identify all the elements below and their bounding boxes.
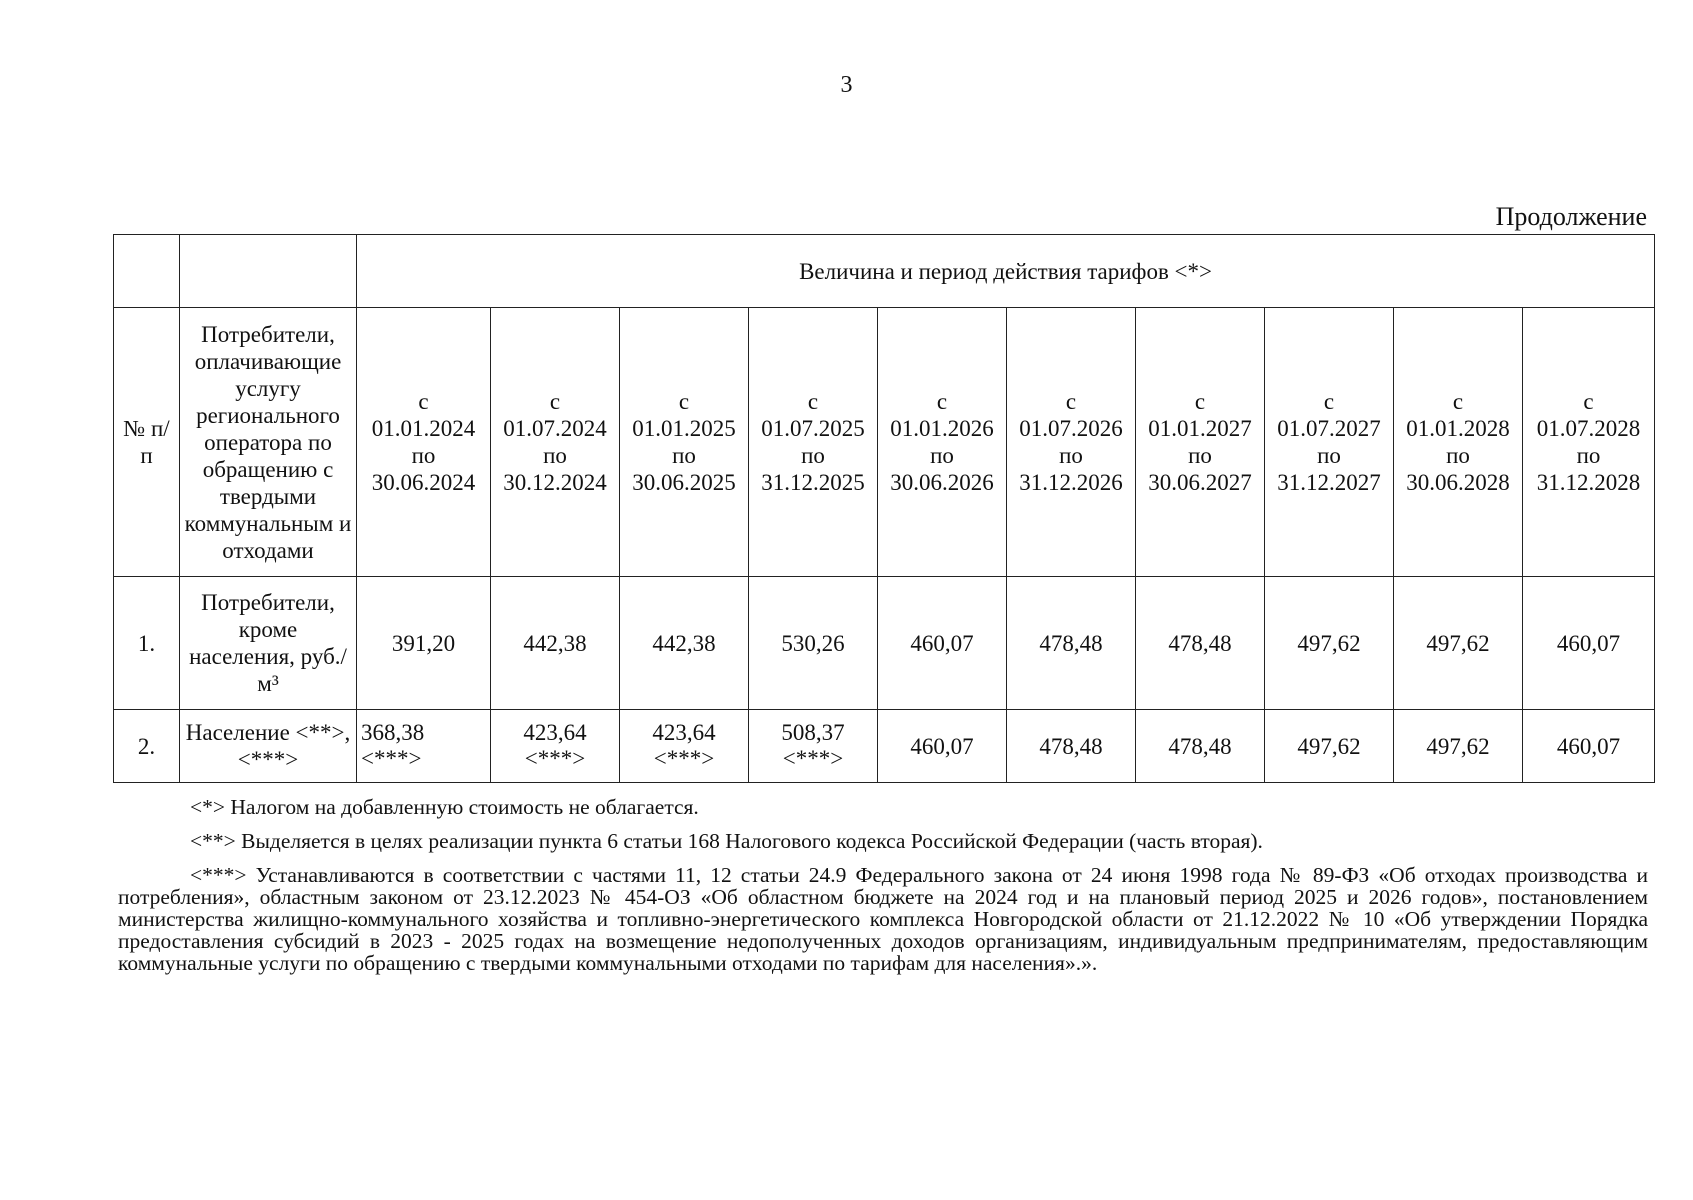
tariff-value: 497,62 — [1394, 710, 1523, 783]
period-end: 31.12.2025 — [761, 470, 865, 495]
table-subheader-row — [114, 308, 1655, 577]
tariff-value: 423,64 — [652, 720, 716, 745]
tariff-footnote-mark: <***> — [653, 746, 715, 771]
tariff-table — [113, 234, 1655, 783]
period-header — [1394, 308, 1523, 577]
period-header — [749, 308, 878, 577]
period-start: 01.07.2028 — [1536, 416, 1641, 441]
period-header — [491, 308, 620, 577]
tariff-value: 497,62 — [1265, 710, 1394, 783]
period-header — [1136, 308, 1265, 577]
period-to: по — [1317, 443, 1341, 468]
period-start: 01.01.2028 — [1406, 416, 1510, 441]
tariff-value-cell — [491, 710, 620, 783]
tariff-footnote-mark: <***> — [524, 746, 586, 771]
table-header-row — [114, 235, 1655, 308]
row-number: 2. — [114, 710, 180, 783]
tariff-value-cell — [357, 710, 491, 783]
header-main-cell: Величина и период действия тарифов <*> — [357, 235, 1655, 308]
period-header — [878, 308, 1007, 577]
period-to: по — [1576, 443, 1601, 468]
footnote-legal-basis: <***> Устанавливаются в соответствии с частями 11, 12 статьи 24.9 Федерального закона от 24 июня 1998 года № 89-ФЗ «Об отходах производства и потребления», областным законом от 23.12.2023 № 454-ОЗ «Об областном бюджете на 2024 год и на плановый период 2025 и 2026 годов», постановлением министерства жилищно-коммунального хозяйства и топливно-энергетического комплекса Новгородской области от 21.12.2022 № 10 «Об утверждении Порядка предоставления субсидий в 2023 - 2025 годах на возмещение недополученных доходов организациям, индивидуальным предпринимателям, предоставляющим коммунальные услуги по обращению с твердыми коммунальными отходами по тарифам для населения».». — [118, 863, 1648, 975]
period-from: с — [1323, 389, 1335, 414]
period-end: 30.06.2027 — [1148, 470, 1252, 495]
period-header — [1523, 308, 1655, 577]
period-header — [1265, 308, 1394, 577]
period-from: с — [1194, 389, 1206, 414]
col-number-header: № п/п — [114, 308, 180, 577]
tariff-value: 460,07 — [1523, 710, 1655, 783]
period-to: по — [930, 443, 954, 468]
period-end: 30.06.2025 — [632, 470, 736, 495]
tariff-value: 497,62 — [1265, 577, 1394, 710]
period-from: с — [418, 389, 429, 414]
period-start: 01.07.2027 — [1277, 416, 1381, 441]
period-start: 01.01.2025 — [632, 416, 736, 441]
tariff-value: 391,20 — [357, 577, 491, 710]
period-to: по — [1188, 443, 1212, 468]
tariff-value: 442,38 — [620, 577, 749, 710]
tariff-footnote-mark: <***> — [782, 746, 844, 771]
period-end: 30.06.2028 — [1406, 470, 1510, 495]
tariff-value: 368,38 — [361, 720, 425, 745]
period-from: с — [807, 389, 819, 414]
period-to: по — [543, 443, 567, 468]
tariff-value: 460,07 — [1523, 577, 1655, 710]
period-from: с — [1065, 389, 1077, 414]
period-header — [1007, 308, 1136, 577]
tariff-value: 478,48 — [1136, 710, 1265, 783]
tariff-value: 460,07 — [878, 577, 1007, 710]
period-end: 31.12.2026 — [1019, 470, 1123, 495]
table-row — [114, 577, 1655, 710]
period-end: 30.06.2024 — [371, 470, 476, 495]
col-consumers-header: Потребители, оплачивающие услугу регионального оператора по обращению с твердыми коммунальным и отходами — [180, 308, 357, 577]
period-to: по — [1446, 443, 1470, 468]
tariff-value: 442,38 — [491, 577, 620, 710]
period-to: по — [801, 443, 825, 468]
tariff-value-cell — [749, 710, 878, 783]
row-label: Потребители, кроме населения, руб./м³ — [180, 577, 357, 710]
tariff-value: 460,07 — [878, 710, 1007, 783]
page-number: 3 — [840, 72, 853, 98]
footnote-vat: <*> Налогом на добавленную стоимость не облагается. — [190, 795, 699, 819]
period-from: с — [1452, 389, 1464, 414]
period-start: 01.07.2024 — [503, 416, 607, 441]
period-from: с — [678, 389, 690, 414]
tariff-value-cell — [620, 710, 749, 783]
header-empty-cell — [114, 235, 180, 308]
tariff-footnote-mark: <***> — [361, 746, 422, 771]
period-from: с — [936, 389, 948, 414]
period-end: 30.06.2026 — [890, 470, 994, 495]
period-end: 30.12.2024 — [503, 470, 607, 495]
tariff-value: 530,26 — [749, 577, 878, 710]
period-end: 31.12.2028 — [1536, 470, 1641, 495]
tariff-value: 478,48 — [1136, 577, 1265, 710]
tariff-value: 478,48 — [1007, 710, 1136, 783]
continuation-label: Продолжение — [1495, 202, 1647, 231]
period-from: с — [1583, 389, 1594, 414]
footnote-tax-code: <**> Выделяется в целях реализации пункта 6 статьи 168 Налогового кодекса Российской Федерации (часть вторая). — [190, 829, 1263, 853]
tariff-value: 423,64 — [523, 720, 587, 745]
period-start: 01.07.2025 — [761, 416, 865, 441]
table-row — [114, 710, 1655, 783]
period-end: 31.12.2027 — [1277, 470, 1381, 495]
period-header — [357, 308, 491, 577]
tariff-value: 497,62 — [1394, 577, 1523, 710]
period-to: по — [411, 443, 436, 468]
period-start: 01.01.2024 — [371, 416, 476, 441]
period-header — [620, 308, 749, 577]
period-start: 01.01.2026 — [890, 416, 994, 441]
period-start: 01.07.2026 — [1019, 416, 1123, 441]
footnotes — [118, 796, 1648, 986]
period-start: 01.01.2027 — [1148, 416, 1252, 441]
period-to: по — [1059, 443, 1083, 468]
period-from: с — [549, 389, 561, 414]
tariff-value: 508,37 — [781, 720, 845, 745]
row-number: 1. — [114, 577, 180, 710]
header-empty-cell — [180, 235, 357, 308]
tariff-value: 478,48 — [1007, 577, 1136, 710]
row-label: Население <**>, <***> — [180, 710, 357, 783]
period-to: по — [672, 443, 696, 468]
